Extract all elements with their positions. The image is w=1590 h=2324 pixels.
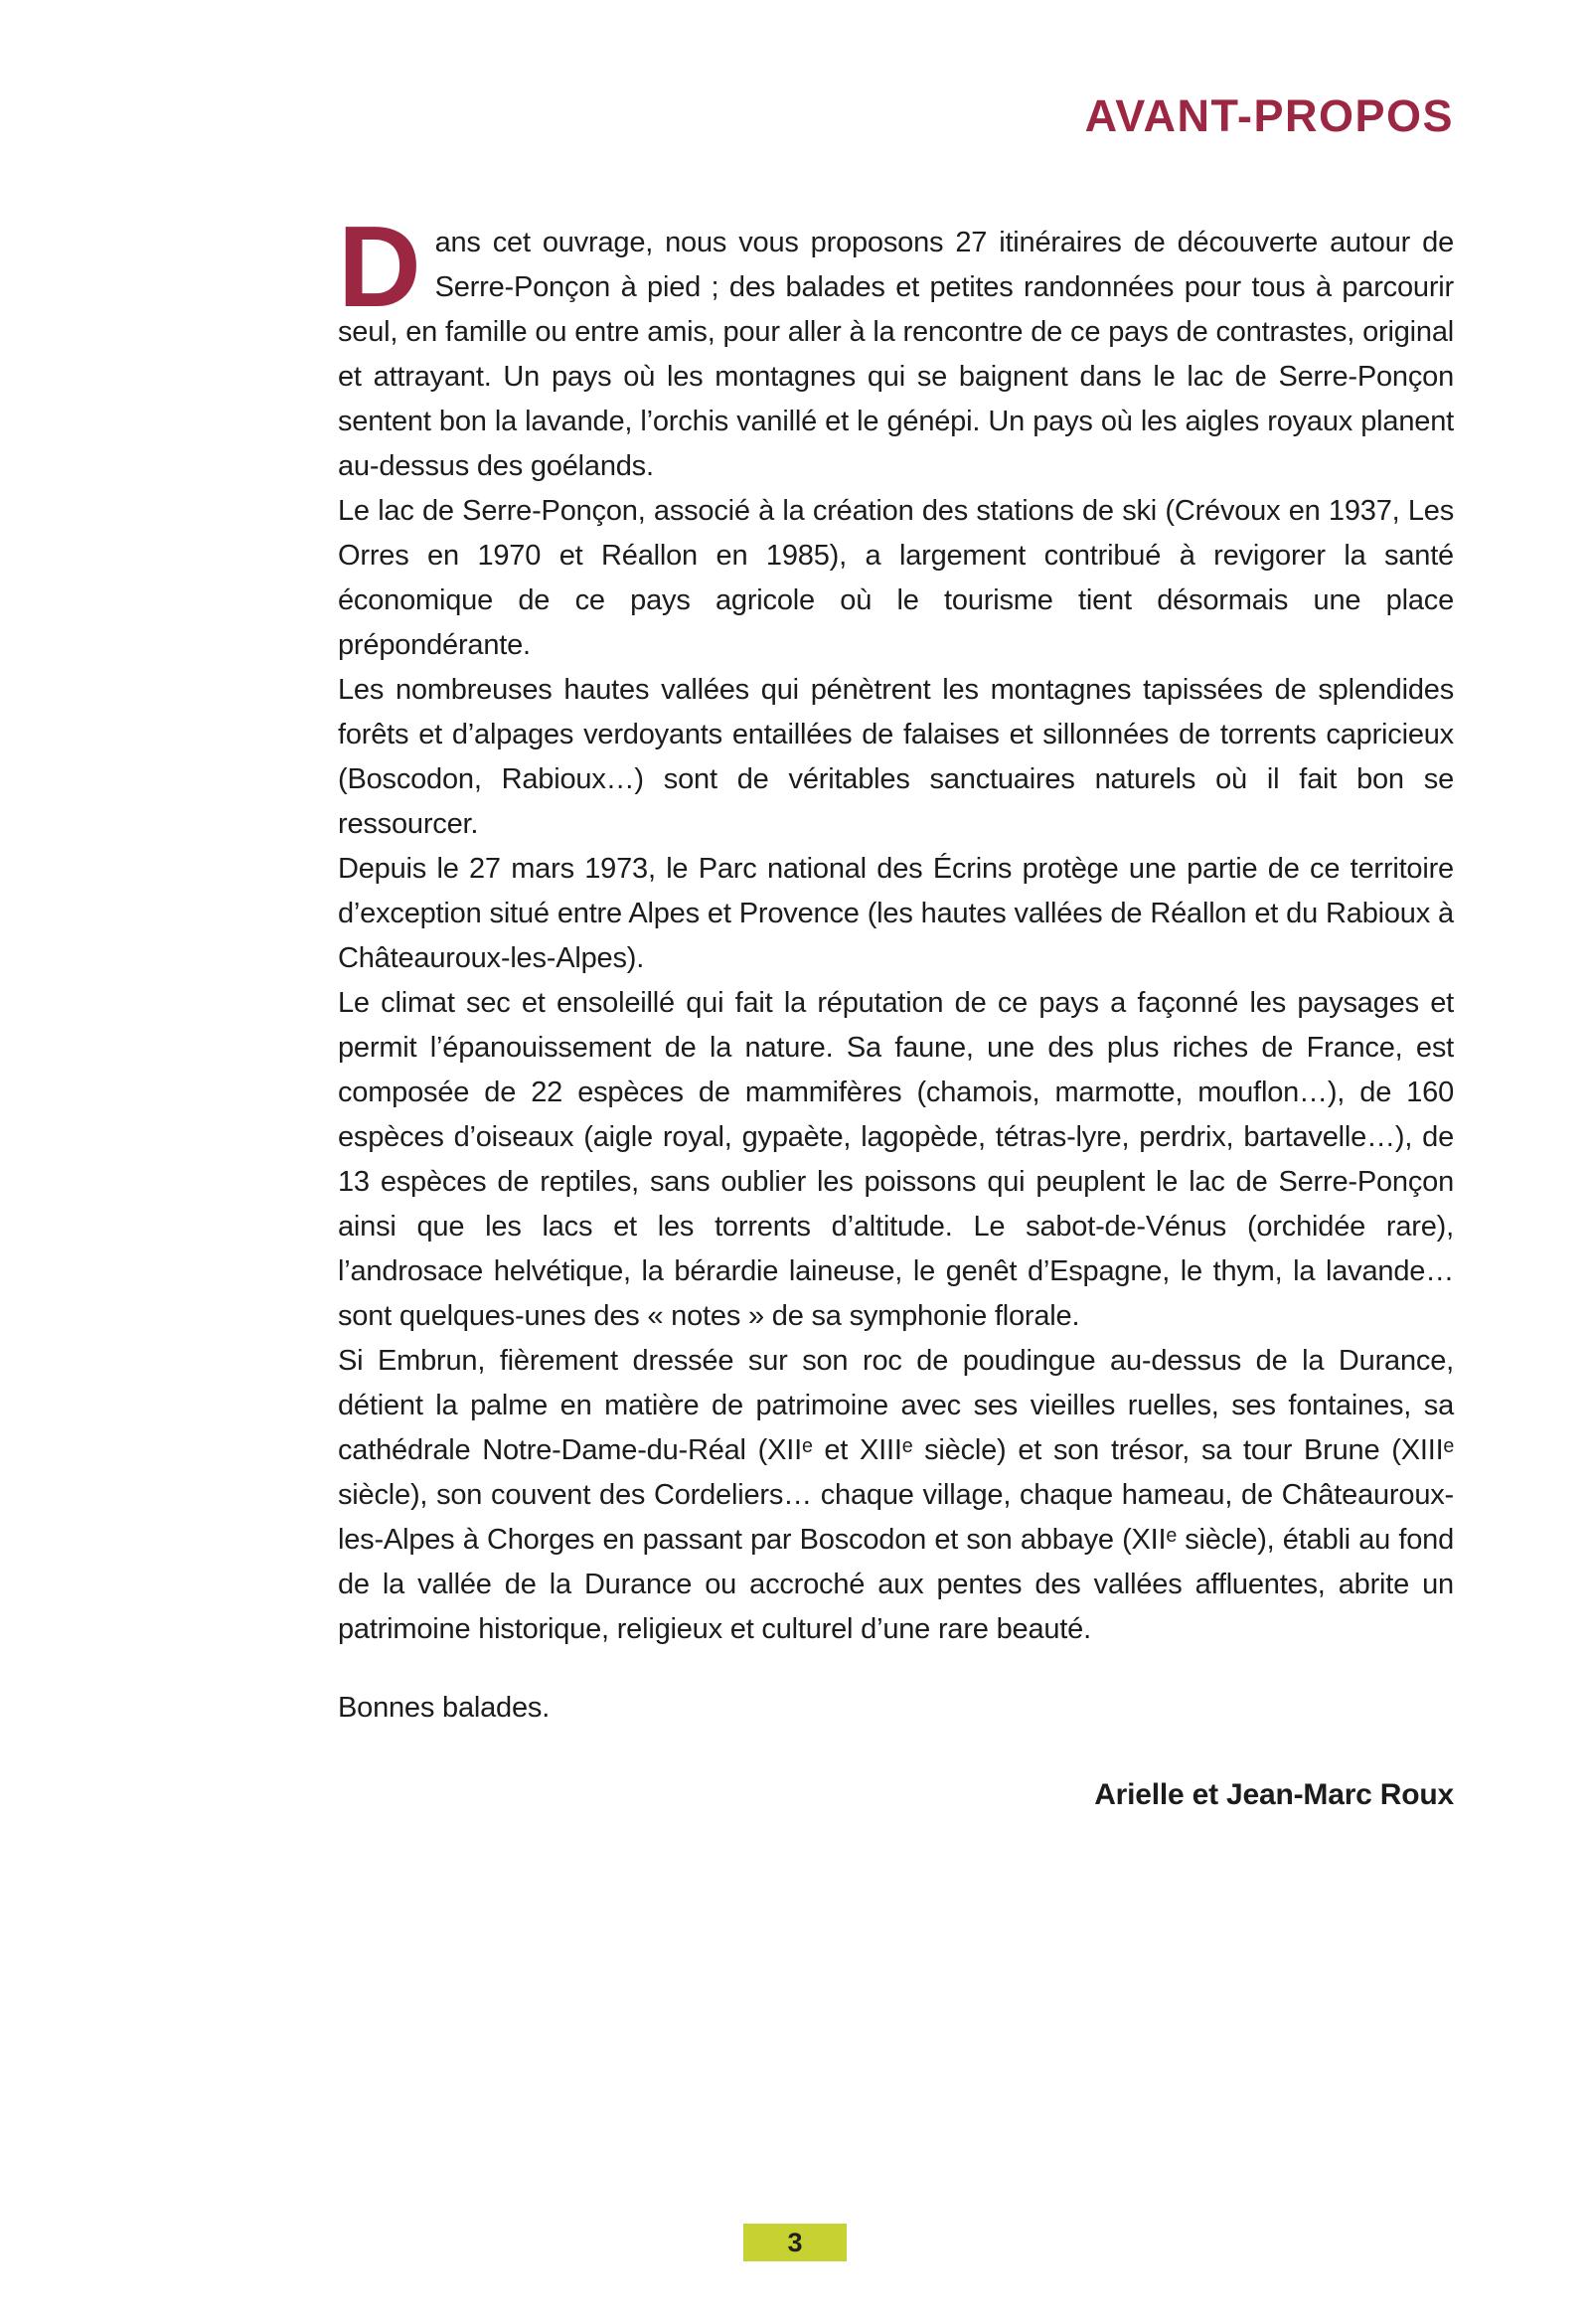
closing-text: Bonnes balades. bbox=[338, 1692, 551, 1724]
paragraph-parc-ecrins: Depuis le 27 mars 1973, le Parc national des Écrins protège une partie de ce territoire d’exception situé entre Alpes et Provence (les hautes vallées de Réallon et du Rabioux à Châteauroux-les-Alpes). bbox=[338, 853, 1454, 974]
author-signature: Arielle et Jean-Marc Roux bbox=[1094, 1778, 1454, 1811]
drop-cap: D bbox=[338, 202, 421, 331]
paragraph-embrun-heritage: Si Embrun, fièrement dressée sur son roc de poudingue au-dessus de la Durance, détient la palme en matière de patrimoine avec ses vieilles ruelles, ses fontaines, sa cathédrale Notre-Dame-du-Réal (XIIᵉ et XIIIᵉ siècle) et son trésor, sa tour Brune (XIIIᵉ siècle), son couvent des Cordeliers… chaque village, chaque hameau, de Châteauroux-les-Alpes à Chorges en passant par Boscodon et son abbaye (XIIᵉ siècle), établi au fond de la vallée de la Durance ou accroché aux pentes des vallées affluentes, abrite un patrimoine historique, religieux et culturel d’une rare beauté. bbox=[338, 1345, 1454, 1645]
paragraph-lake: Le lac de Serre-Ponçon, associé à la création des stations de ski (Crévoux en 1937, Les Orres en 1970 et Réallon en 1985), a largement contribué à revigorer la santé économique de ce pays agricole où le tourisme tient désormais une place prépondérante. bbox=[338, 495, 1454, 661]
page-number-badge bbox=[743, 2224, 847, 2261]
paragraph-valleys: Les nombreuses hautes vallées qui pénètrent les montagnes tapissées de splendides forêts et d’alpages verdoyants entaillées de falaises et sillonnées de torrents capricieux (Boscodon, Rabioux…) sont de véritables sanctuaires naturels où il fait bon se ressourcer. bbox=[338, 674, 1454, 840]
page-header bbox=[0, 91, 1454, 141]
paragraph-text: ans cet ouvrage, nous vous proposons 27 itinéraires de découverte autour de Serre-Ponçon à pied ; des balades et petites randonnées pour tous à parcourir seul, en famille ou entre amis, pour aller à la rencontre de ce pays de contrastes, original et attrayant. Un pays où les montagnes qui se baignent dans le lac de Serre-Ponçon sentent bon la lavande, l’orchis vanillé et le génépi. Un pays où les aigles royaux planent au-dessus des goélands. bbox=[338, 227, 1454, 482]
paragraph-climate-fauna: Le climat sec et ensoleillé qui fait la réputation de ce pays a façonné les paysages et permit l’épanouissement de la nature. Sa faune, une des plus riches de France, est composée de 22 espèces de mammifères (chamois, marmotte, mouflon…), de 160 espèces d’oiseaux (aigle royal, gypaète, lagopède, tétras-lyre, perdrix, bartavelle…), de 13 espèces de reptiles, sans oublier les poissons qui peuplent le lac de Serre-Ponçon ainsi que les lacs et les torrents d’altitude. Le sabot-de-Vénus (orchidée rare), l’androsace helvétique, la bérardie laineuse, le genêt d’Espagne, le thym, la lavande… sont quelques-unes des « notes » de sa symphonie florale. bbox=[338, 987, 1454, 1332]
foreword-text bbox=[338, 202, 1454, 1817]
page-number: 3 bbox=[787, 2227, 803, 2257]
paragraph-intro bbox=[338, 202, 1454, 489]
page-title: AVANT-PROPOS bbox=[1084, 90, 1454, 141]
